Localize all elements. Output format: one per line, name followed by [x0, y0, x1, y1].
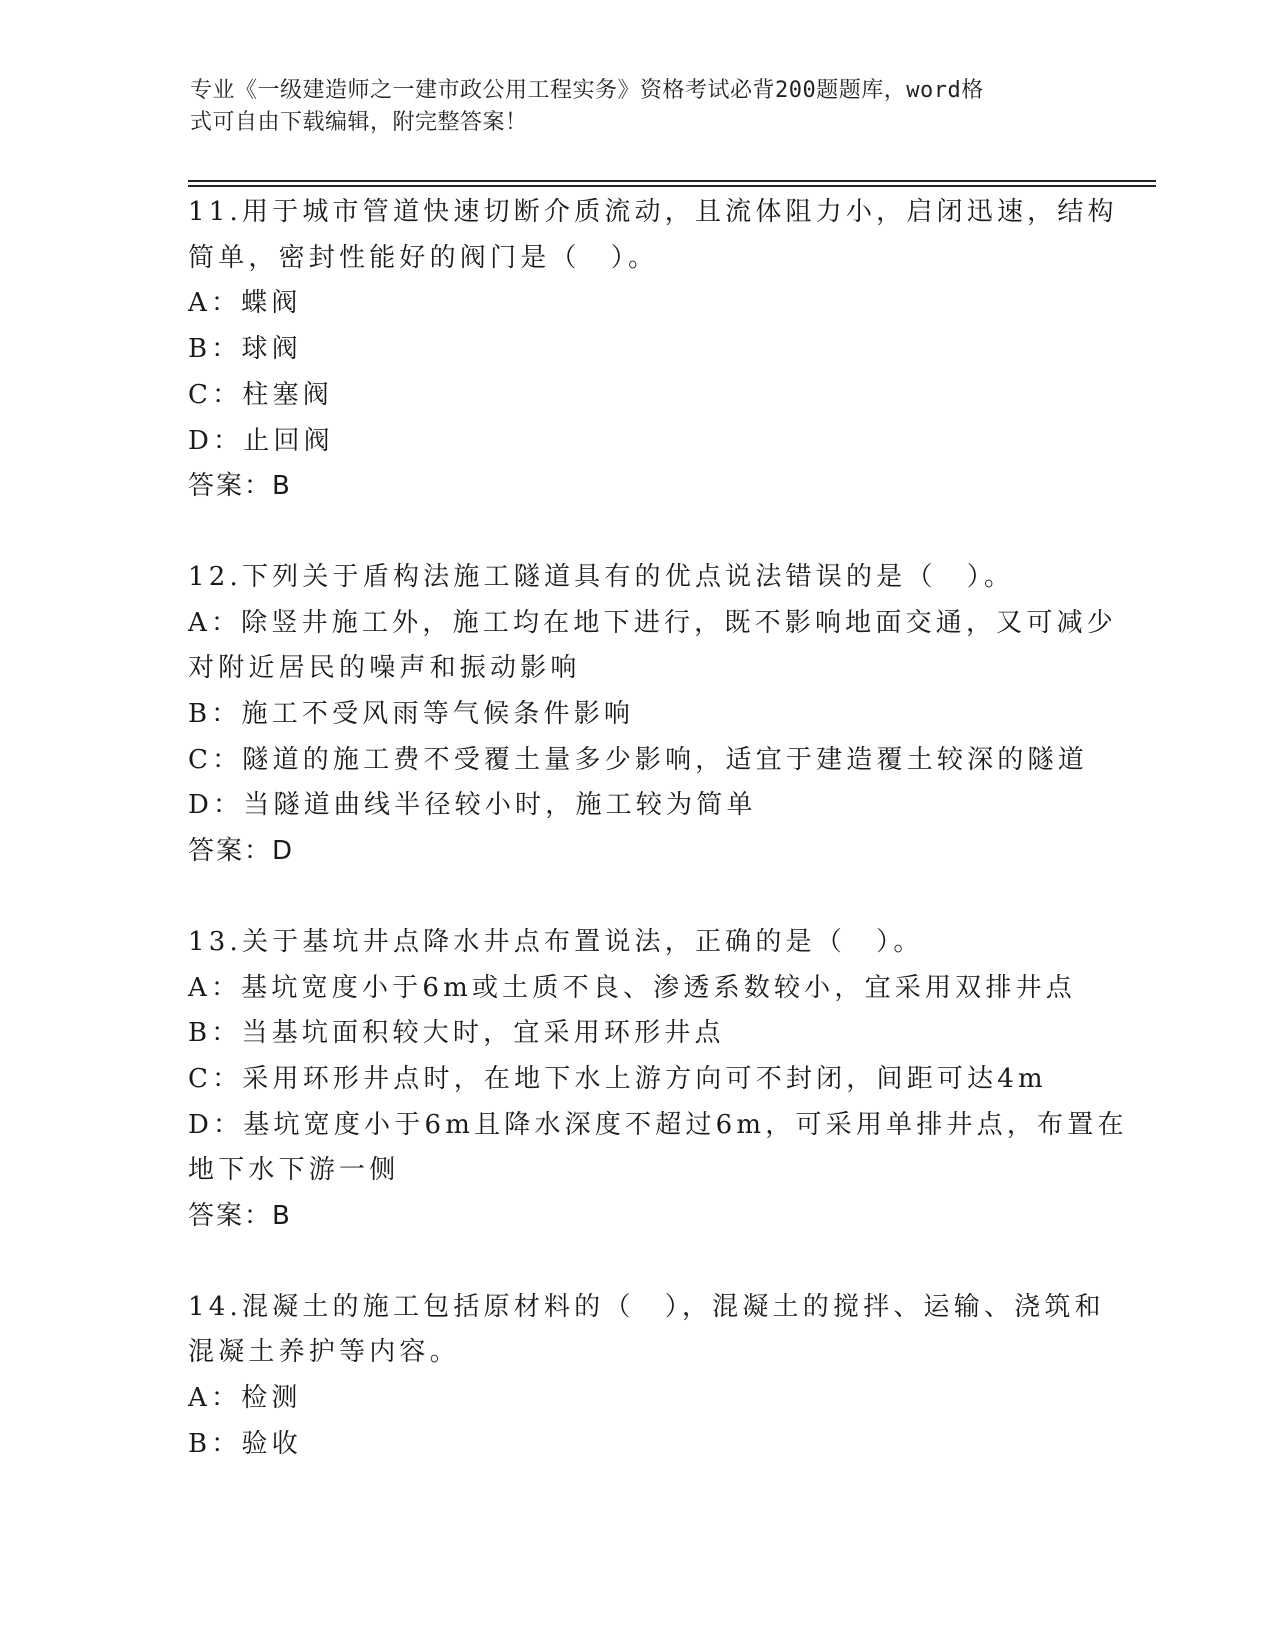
answer-line: 答案：B — [188, 1201, 292, 1232]
question-list — [188, 190, 1128, 1513]
question-stem-line: 14.混凝土的施工包括原材料的（ ），混凝土的搅拌、运输、浇筑和 — [188, 1291, 1105, 1322]
option-c — [188, 373, 1088, 419]
option-a — [188, 966, 1088, 1012]
option-text-line: A：基坑宽度小于6m或土质不良、渗透系数较小，宜采用双排井点 — [188, 972, 1076, 1003]
option-text-line: A：除竖井施工外，施工均在地下进行，既不影响地面交通，又可减少 — [188, 607, 1117, 638]
header-rule-bottom — [188, 185, 1156, 187]
option-text-line: C：采用环形井点时，在地下水上游方向可不封闭，间距可达4m — [188, 1063, 1047, 1094]
option-text-line: 对附近居民的噪声和振动影响 — [188, 653, 581, 684]
question-stem-line: 12.下列关于盾构法施工隧道具有的优点说法错误的是（ ）。 — [188, 561, 1015, 592]
option-a — [188, 281, 1088, 327]
option-text-line: B：球阀 — [188, 334, 302, 365]
question-13 — [188, 920, 1128, 1240]
option-text-line: D：当隧道曲线半径较小时，施工较为简单 — [188, 790, 757, 821]
option-text-line: C：隧道的施工费不受覆土量多少影响，适宜于建造覆土较深的隧道 — [188, 744, 1088, 775]
question-12 — [188, 555, 1117, 875]
header-line-2: 式可自由下载编辑，附完整答案！ — [190, 110, 528, 135]
question-stem-line: 13.关于基坑井点降水井点布置说法，正确的是（ ）。 — [188, 926, 924, 957]
option-text-line: A：蝶阀 — [188, 288, 302, 319]
option-b — [188, 327, 1088, 373]
question-11 — [188, 190, 1118, 510]
option-text-line: C：柱塞阀 — [188, 379, 333, 410]
question-stem-line: 混凝土养护等内容。 — [188, 1337, 460, 1368]
option-a — [188, 1376, 1088, 1422]
option-text-line: B：验收 — [188, 1428, 302, 1459]
question-14 — [188, 1285, 1105, 1468]
option-c — [188, 1057, 1088, 1103]
option-b — [188, 1422, 1088, 1468]
option-b — [188, 1011, 1088, 1057]
header-line-1: 专业《一级建造师之一建市政公用工程实务》资格考试必背200题题库，word格 — [190, 78, 984, 103]
option-text-line: B：施工不受风雨等气候条件影响 — [188, 699, 635, 730]
option-d — [188, 1103, 1128, 1194]
question-stem-line: 简单，密封性能好的阀门是（ ）。 — [188, 242, 659, 273]
answer-line: 答案：B — [188, 471, 292, 502]
option-c — [188, 738, 1088, 784]
question-stem-line: 11.用于城市管道快速切断介质流动，且流体阻力小，启闭迅速，结构 — [188, 197, 1118, 227]
option-text-line: 地下水下游一侧 — [188, 1155, 400, 1186]
option-text-line: B：当基坑面积较大时，宜采用环形井点 — [188, 1018, 725, 1049]
option-text-line: D：止回阀 — [188, 425, 334, 456]
option-d — [188, 783, 1088, 829]
option-text-line: A：检测 — [188, 1383, 302, 1414]
header-rule-top — [188, 180, 1156, 182]
option-d — [188, 419, 1088, 465]
document-header — [190, 75, 1080, 139]
option-b — [188, 692, 1088, 738]
option-a — [188, 601, 1117, 692]
option-text-line: D：基坑宽度小于6m且降水深度不超过6m，可采用单排井点，布置在 — [188, 1109, 1128, 1140]
answer-line: 答案：D — [188, 836, 295, 867]
